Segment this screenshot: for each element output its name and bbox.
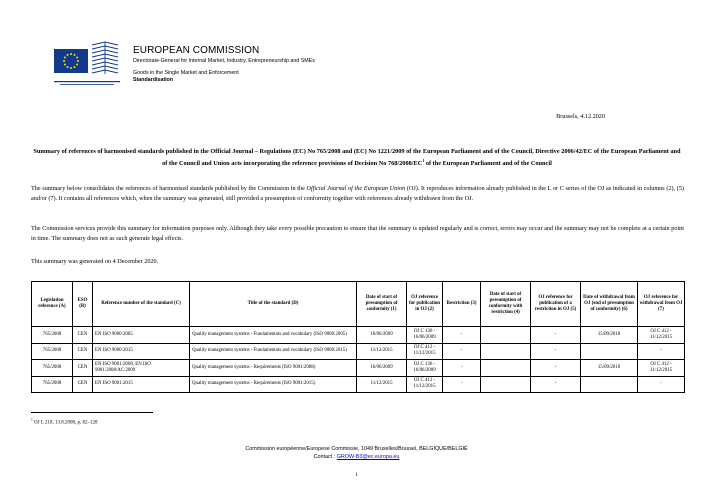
cell-restriction: - — [443, 327, 481, 344]
intro-paragraph — [31, 184, 684, 203]
header-eso: ESO (B) — [73, 282, 93, 327]
cell-oj-publication[interactable]: OJ C 136 - 16/06/2009 — [407, 360, 443, 377]
cell-restriction: - — [443, 376, 481, 393]
cell-eso: CEN — [73, 327, 93, 344]
footnote-mark: 1 — [31, 418, 33, 422]
organization-name: EUROPEAN COMMISSION — [133, 45, 260, 56]
header-date-withdrawal: Date of withdrawal from OJ (end of presumption of conformity) (6) — [581, 282, 638, 327]
cell-oj-publication[interactable]: OJ C 136 - 16/06/2009 — [407, 327, 443, 344]
commission-header — [133, 45, 315, 83]
cell-eso: CEN — [73, 360, 93, 377]
document-title — [31, 147, 683, 168]
cell-legislation: 765/2008 — [32, 343, 73, 360]
cell-legislation: 765/2008 — [32, 360, 73, 377]
footnote — [31, 418, 97, 426]
cell-oj-withdrawal[interactable]: OJ C 412 - 11/12/2015 — [638, 360, 685, 377]
cell-reference: EN ISO 9001:2008, EN ISO 9001:2008/AC:2009 — [93, 360, 190, 377]
cell-oj-restriction: - — [531, 343, 581, 360]
cell-legislation: 765/2008 — [32, 327, 73, 344]
cell-date-start: 11/12/2015 — [357, 343, 407, 360]
footnote-divider — [31, 412, 153, 413]
cell-oj-withdrawal: - — [638, 343, 685, 360]
page-number: 1 — [355, 472, 358, 478]
berlaymont-building-icon — [90, 41, 120, 75]
table-row — [32, 343, 685, 360]
directorate-general: Directorate-General for Internal Market, Industry, Entrepreneurship and SMEs — [133, 58, 315, 64]
intro-text-start: The summary below consolidates the references of harmonised standards published by the Commission in the — [31, 185, 307, 192]
title-text: Summary of references of harmonised standards published in the Official Journal – Regulations (EC) No 765/2008 and (EC) No 1221/2009 of the European Parliament and of the Council, Directive 2006/42/EC of the European Parliament and of the Council and Union acts incorporating the reference provisions of Decision No 768/2008/EC — [33, 148, 681, 168]
cell-eso: CEN — [73, 376, 93, 393]
generated-date-paragraph: This summary was generated on 4 December 2020. — [31, 258, 159, 265]
cell-oj-restriction: - — [531, 360, 581, 377]
title-footnote-mark[interactable]: 1 — [422, 158, 425, 163]
cell-reference: EN ISO 9001:2015 — [93, 376, 190, 393]
intro-text-end: (OJ). It reproduces information already published in the L or C series of the OJ as indicated in columns (2), (5) and/or (7). It contains all references which, when the summary was generated, still provided a presumption of conformity together with references already withdrawn from the OJ. — [31, 185, 684, 202]
footnote-text: OJ L 218, 13.8.2008, p. 82–128 — [34, 420, 98, 426]
cell-date-withdrawal: 15/09/2018 — [581, 327, 638, 344]
cell-oj-withdrawal[interactable]: OJ C 412 - 11/12/2015 — [638, 327, 685, 344]
cell-date-withdrawal — [581, 343, 638, 360]
table-row — [32, 327, 685, 344]
footer-contact-label: Contact : — [313, 454, 337, 460]
contact-email-link[interactable]: GROW-B3@ec.europa.eu — [336, 454, 400, 460]
standards-table — [31, 281, 685, 393]
cell-reference: EN ISO 9000:2015 — [93, 343, 190, 360]
cell-date-restriction — [481, 327, 531, 344]
cell-date-withdrawal — [581, 376, 638, 393]
unit-name: Standardisation — [133, 77, 174, 83]
header-title: Title of the standard (D) — [190, 282, 357, 327]
page-footer — [0, 445, 713, 461]
cell-title: Quality management systems - Fundamentals and vocabulary (ISO 9000:2015) — [190, 343, 357, 360]
title-text-end: of the European Parliament and of the Council — [424, 160, 552, 168]
footer-address: Commission européenne/Europese Commissie, 1049 Bruxelles/Brussel, BELGIQUE/BELGIË — [245, 446, 468, 452]
cell-restriction: - — [443, 343, 481, 360]
cell-oj-publication[interactable]: OJ C 412 - 11/12/2015 — [407, 343, 443, 360]
header-restriction: Restriction (3) — [443, 282, 481, 327]
cell-restriction: - — [443, 360, 481, 377]
logo-baseline-icon — [54, 78, 120, 88]
cell-date-restriction — [481, 343, 531, 360]
cell-date-restriction — [481, 376, 531, 393]
cell-oj-withdrawal: - — [638, 376, 685, 393]
cell-date-withdrawal: 15/09/2018 — [581, 360, 638, 377]
cell-date-start: 16/06/2009 — [357, 327, 407, 344]
cell-date-start: 11/12/2015 — [357, 376, 407, 393]
header-reference: Reference number of the standard (C) — [93, 282, 190, 327]
cell-date-start: 16/06/2009 — [357, 360, 407, 377]
cell-eso: CEN — [73, 343, 93, 360]
header-legislation: Legislation reference (A) — [32, 282, 73, 327]
header-oj-publication: OJ reference for publication in OJ (2) — [407, 282, 443, 327]
intro-text-italic: Official Journal of the European Union — [306, 185, 406, 192]
table-header-row — [32, 282, 685, 327]
disclaimer-paragraph: The Commission services provide this summary for information purposes only. Although they take every possible precaution to ensure that the summary is updated regularly and is correct, errors may occur and the summary may not be complete at a certain point in time. The summary does not as such generate legal effects. — [31, 225, 684, 242]
cell-title: Quality management systems - Requirements (ISO 9001:2008) — [190, 360, 357, 377]
cell-oj-restriction: - — [531, 376, 581, 393]
cell-legislation: 765/2008 — [32, 376, 73, 393]
cell-oj-publication[interactable]: OJ C 412 - 11/12/2015 — [407, 376, 443, 393]
header-date-start: Date of start of presumption of conformity (1) — [357, 282, 407, 327]
european-commission-logo-icon — [54, 41, 122, 89]
cell-reference: EN ISO 9000:2005 — [93, 327, 190, 344]
directorate: Goods in the Single Market and Enforcement — [133, 70, 239, 76]
header-oj-withdrawal: OJ reference for withdrawal from OJ (7) — [638, 282, 685, 327]
header-oj-restriction: OJ reference for publication of a restriction in OJ (5) — [531, 282, 581, 327]
date-line: Brussels, 4.12.2020 — [556, 113, 605, 120]
header-date-restriction: Date of start of presumption of conformity with restriction (4) — [481, 282, 531, 327]
cell-date-restriction — [481, 360, 531, 377]
table-row — [32, 376, 685, 393]
cell-oj-restriction: - — [531, 327, 581, 344]
footer-contact — [0, 453, 713, 461]
cell-title: Quality management systems - Requirements (ISO 9001:2015) — [190, 376, 357, 393]
eu-stars-icon — [54, 49, 88, 73]
table-row — [32, 360, 685, 377]
cell-title: Quality management systems - Fundamentals and vocabulary (ISO 9000:2005) — [190, 327, 357, 344]
